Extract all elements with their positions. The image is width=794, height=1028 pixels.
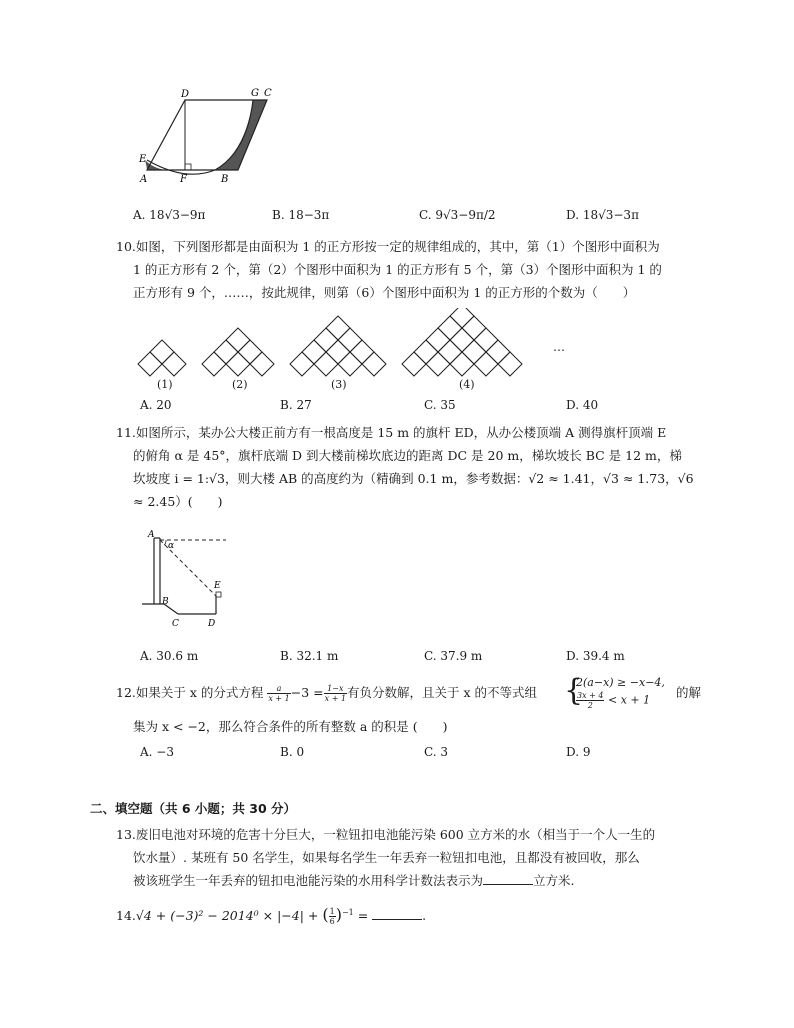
- q12-inequality-system: { 2(a−x) ≥ −x−4, $\frac{3x + 4}{2}$ < x + 1: [564, 673, 665, 710]
- unit-square: [450, 308, 474, 328]
- q10-fig-label-1: (1): [157, 378, 173, 391]
- unit-square: [250, 352, 274, 376]
- q11-label-d: D: [208, 619, 216, 629]
- q11-line1: 11.如图所示，某办公大楼正前方有一根高度是 15 m 的旗杆 ED，从办公楼顶端 A 测得旗杆顶端 E: [116, 425, 667, 440]
- q11-label-alpha: α: [168, 541, 175, 551]
- q9-option-a[interactable]: A. 18√3−9π: [133, 208, 206, 222]
- q10-fig-label-4: (4): [459, 378, 475, 391]
- unit-square: [138, 352, 162, 376]
- q11-option-a[interactable]: A. 30.6 m: [140, 649, 199, 663]
- q9-option-c[interactable]: C. 9√3−9π/2: [419, 208, 496, 222]
- unit-square: [438, 340, 462, 364]
- label-d: D: [181, 89, 190, 100]
- q11-option-d[interactable]: D. 39.4 m: [566, 649, 625, 663]
- label-e: E: [139, 154, 147, 165]
- unit-square: [214, 340, 238, 364]
- q10-line3: 正方形有 9 个，……，按此规律，则第（6）个图形中面积为 1 的正方形的个数为（ ）: [133, 285, 636, 300]
- section2-title: 二、填空题（共 6 小题；共 30 分）: [90, 801, 297, 816]
- q11-figure: [138, 524, 238, 630]
- q10-line2: 1 的正方形有 2 个，第（2）个图形中面积为 1 的正方形有 5 个，第（3）个图形中面积为 1 的: [133, 262, 662, 277]
- unit-square: [290, 352, 314, 376]
- label-a: A: [140, 174, 148, 185]
- q12-text-a: 12.如果关于 x 的分式方程: [116, 685, 264, 700]
- q11-label-c: C: [172, 619, 179, 629]
- q12-option-d[interactable]: D. 9: [566, 745, 591, 759]
- unit-square: [350, 340, 374, 364]
- unit-square: [326, 340, 350, 364]
- q10-line1: 10.如图，下列图形都是由面积为 1 的正方形按一定的规律组成的，其中，第（1）个图形中面积为: [116, 239, 660, 254]
- q11-line3: 坎坡度 i = 1:√3，则大楼 AB 的高度约为（精确到 0.1 m，参考数据：√2 ≈ 1.41，√3 ≈ 1.73，√6: [133, 471, 694, 486]
- q12-frac2: $\frac{1-x}{x + 1}$: [324, 684, 347, 703]
- q13-answer-blank[interactable]: [483, 872, 533, 885]
- q9-option-b[interactable]: B. 18−3π: [272, 208, 330, 222]
- label-f: F: [180, 174, 187, 185]
- unit-square: [474, 328, 498, 352]
- q10-fig-label-3: (3): [331, 378, 347, 391]
- unit-square: [498, 352, 522, 376]
- q11-label-b: B: [162, 597, 169, 607]
- unit-square: [314, 352, 338, 376]
- q11-label-e: E: [214, 581, 221, 591]
- unit-square: [402, 352, 426, 376]
- label-c: C: [264, 88, 272, 99]
- unit-square: [438, 316, 462, 340]
- unit-square: [426, 328, 450, 352]
- q13-line3: 被该班学生一年丢弃的钮扣电池能污染的水用科学计数法表示为 立方米.: [133, 873, 575, 888]
- label-b: B: [221, 174, 229, 185]
- q14-line: 14.√4 + (−3)² − 2014⁰ × |−4| + ( $\frac{1}{6}$ )$^{-1}$ = .: [116, 905, 427, 927]
- unit-square: [486, 340, 510, 364]
- q10-option-c[interactable]: C. 35: [424, 398, 456, 412]
- q11-label-a: A: [148, 530, 155, 540]
- q11-line4: ≈ 2.45）( ): [133, 494, 223, 509]
- q10-fig-label-2: (2): [232, 378, 248, 391]
- q12-option-b[interactable]: B. 0: [280, 745, 305, 759]
- q11-option-b[interactable]: B. 32.1 m: [280, 649, 339, 663]
- unit-square: [414, 340, 438, 364]
- unit-square: [202, 352, 226, 376]
- q10-option-a[interactable]: A. 20: [140, 398, 172, 412]
- unit-square: [426, 352, 450, 376]
- q12-eq-mid: −3 =: [290, 685, 324, 700]
- unit-square: [314, 328, 338, 352]
- unit-square: [238, 340, 262, 364]
- unit-square: [462, 340, 486, 364]
- unit-square: [226, 352, 250, 376]
- q10-option-b[interactable]: B. 27: [280, 398, 312, 412]
- q11-line2: 的俯角 α 是 45°，旗杆底端 D 到大楼前梯坎底边的距离 DC 是 20 m，梯坎坡长 BC 是 12 m，梯: [133, 448, 682, 463]
- q13-line1: 13.废旧电池对环境的危害十分巨大，一粒钮扣电池能污染 600 立方米的水（相当于一个人一生的: [116, 827, 656, 842]
- unit-square: [474, 352, 498, 376]
- q11-option-c[interactable]: C. 37.9 m: [424, 649, 483, 663]
- q9-option-d[interactable]: D. 18√3−3π: [566, 208, 639, 222]
- unit-square: [450, 328, 474, 352]
- q12-text-b: 有负分数解，且关于 x 的不等式组: [347, 685, 538, 700]
- q12-option-c[interactable]: C. 3: [424, 745, 449, 759]
- q12-frac1: $\frac{a}{x + 1}$: [268, 684, 290, 703]
- q13-line2: 饮水量）. 某班有 50 名学生，如果每名学生一年丢弃一粒钮扣电池，且都没有被回收，那么: [133, 850, 640, 865]
- unit-square: [338, 328, 362, 352]
- unit-square: [150, 340, 174, 364]
- unit-square: [338, 352, 362, 376]
- q10-figures: [130, 308, 590, 396]
- q12-ineq1: 2(a−x) ≥ −x−4,: [576, 676, 665, 689]
- q14-answer-blank[interactable]: [372, 907, 422, 920]
- q14-expr: √4 + (−3)² − 2014⁰ × |−4| +: [135, 908, 323, 924]
- q12-line1: [116, 684, 537, 703]
- label-g: G: [251, 88, 259, 99]
- unit-square: [450, 352, 474, 376]
- q10-ellipsis: …: [553, 340, 565, 354]
- q12-text-c: 的解: [676, 685, 702, 700]
- unit-square: [302, 340, 326, 364]
- unit-square: [362, 352, 386, 376]
- q12-option-a[interactable]: A. −3: [140, 745, 174, 759]
- q9-figure: [135, 82, 285, 187]
- unit-square: [326, 316, 350, 340]
- unit-square: [162, 352, 186, 376]
- unit-square: [462, 316, 486, 340]
- q14-frac: $\frac{1}{6}$: [329, 907, 335, 927]
- unit-square: [226, 328, 250, 352]
- q12-ineq2: $\frac{3x + 4}{2}$ < x + 1: [577, 691, 651, 710]
- q12-line2: 集为 x < −2，那么符合条件的所有整数 a 的积是 ( ): [133, 719, 448, 734]
- q10-option-d[interactable]: D. 40: [566, 398, 599, 412]
